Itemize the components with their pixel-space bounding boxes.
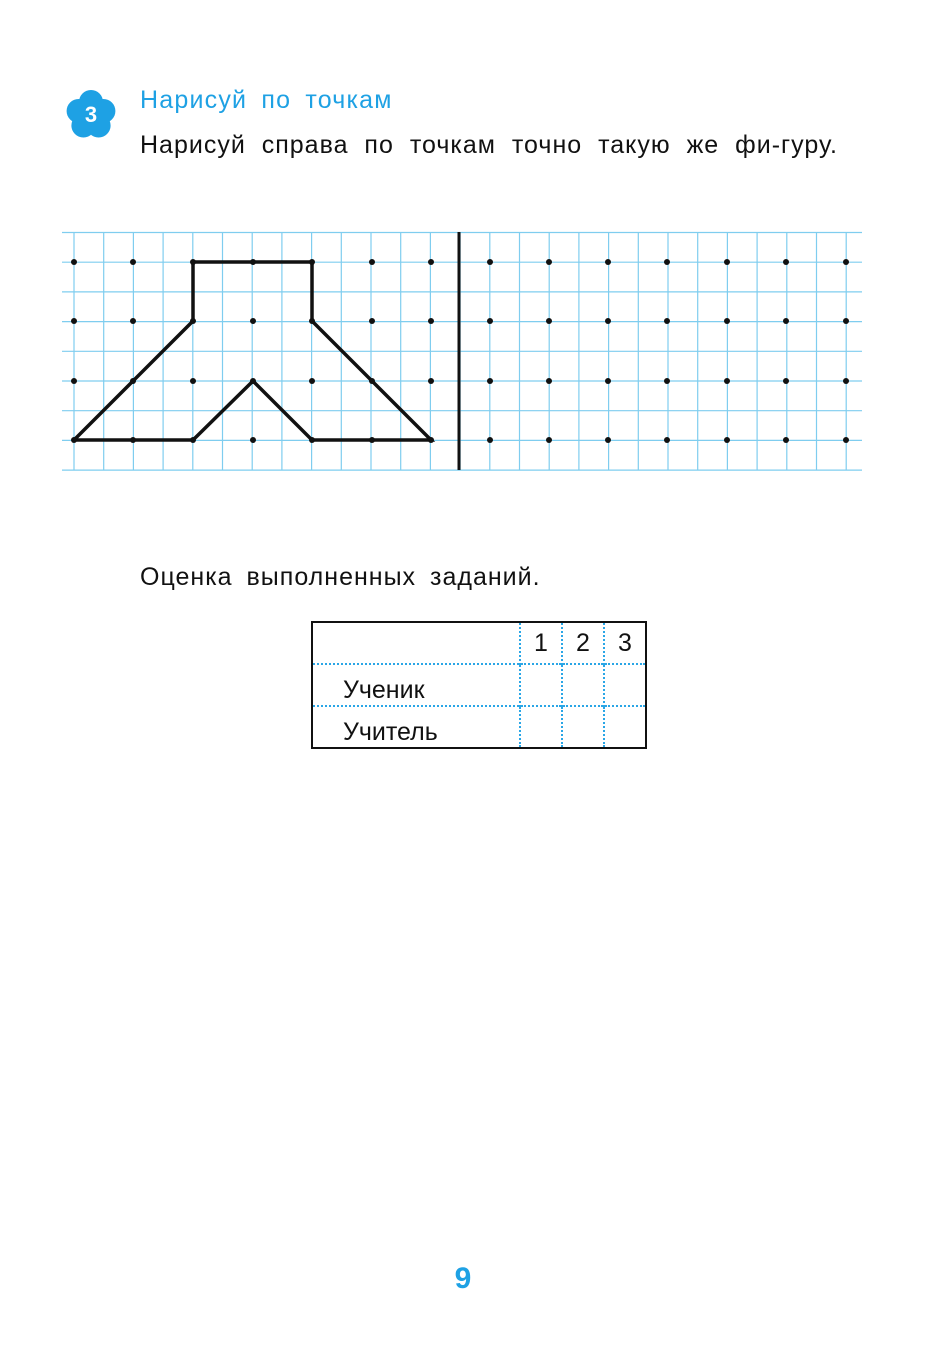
grid-dot — [309, 437, 315, 443]
grid-dot — [724, 318, 730, 324]
grid-dot — [605, 259, 611, 265]
grid-dot — [605, 378, 611, 384]
grid-dot — [843, 259, 849, 265]
grid-dot — [369, 437, 375, 443]
grid-dot — [664, 437, 670, 443]
grid-dot — [487, 378, 493, 384]
grid-dot — [250, 318, 256, 324]
grid-dot — [724, 437, 730, 443]
grid-dot — [487, 259, 493, 265]
grid-dot — [190, 318, 196, 324]
grid-dot — [250, 378, 256, 384]
grid-dot — [546, 378, 552, 384]
grid-dot — [190, 437, 196, 443]
column-header-2: 2 — [562, 622, 604, 664]
score-cell[interactable] — [604, 706, 646, 748]
score-cell[interactable] — [520, 664, 562, 706]
grid-dot — [487, 318, 493, 324]
grid-dot — [250, 437, 256, 443]
grid-dot — [664, 318, 670, 324]
grid-dot — [130, 378, 136, 384]
grid-dot — [428, 378, 434, 384]
score-cell[interactable] — [562, 664, 604, 706]
grid-dot — [130, 437, 136, 443]
grid-dot — [724, 378, 730, 384]
grid-dot — [843, 318, 849, 324]
rating-title: Оценка выполненных заданий. — [140, 563, 541, 591]
grid-dot — [605, 437, 611, 443]
grid-dot — [546, 437, 552, 443]
grid-dot — [724, 259, 730, 265]
grid-dot — [369, 259, 375, 265]
grid-dot — [71, 318, 77, 324]
grid-dot — [369, 318, 375, 324]
grid-dot — [190, 259, 196, 265]
grid-dot — [309, 259, 315, 265]
grid-lines — [62, 232, 862, 470]
task-instruction: Нарисуй справа по точкам точно такую же фи-гуру. — [140, 131, 838, 159]
grid-dot — [783, 378, 789, 384]
grid-dot — [309, 318, 315, 324]
page-number: 9 — [454, 1262, 472, 1295]
grid-dot — [664, 378, 670, 384]
rating-row-student — [312, 664, 646, 706]
grid-dot — [71, 437, 77, 443]
dot-grid-exercise — [0, 0, 936, 480]
grid-dot — [487, 437, 493, 443]
rating-corner-cell — [312, 622, 520, 664]
grid-dot — [664, 259, 670, 265]
score-cell[interactable] — [520, 706, 562, 748]
task-number: 3 — [84, 102, 98, 127]
grid-dot — [783, 437, 789, 443]
rating-table — [311, 621, 647, 749]
grid-dot — [130, 259, 136, 265]
grid-dot — [309, 378, 315, 384]
grid-dot — [71, 378, 77, 384]
grid-dot — [71, 259, 77, 265]
grid-dot — [428, 437, 434, 443]
grid-dot — [369, 378, 375, 384]
grid-dot — [130, 318, 136, 324]
task-title: Нарисуй по точкам — [140, 86, 393, 114]
grid-dot — [783, 259, 789, 265]
column-header-3: 3 — [604, 622, 646, 664]
grid-dot — [190, 378, 196, 384]
grid-dot — [250, 259, 256, 265]
grid-dot — [605, 318, 611, 324]
grid-dot — [843, 437, 849, 443]
score-cell[interactable] — [604, 664, 646, 706]
grid-dot — [843, 378, 849, 384]
grid-dot — [783, 318, 789, 324]
rating-row-teacher — [312, 706, 646, 748]
grid-dot — [428, 259, 434, 265]
column-header-1: 1 — [520, 622, 562, 664]
grid-dot — [428, 318, 434, 324]
grid-dot — [546, 318, 552, 324]
rating-header-row — [312, 622, 646, 664]
grid-dot — [546, 259, 552, 265]
row-label-teacher: Учитель — [312, 706, 520, 748]
row-label-student: Ученик — [312, 664, 520, 706]
score-cell[interactable] — [562, 706, 604, 748]
